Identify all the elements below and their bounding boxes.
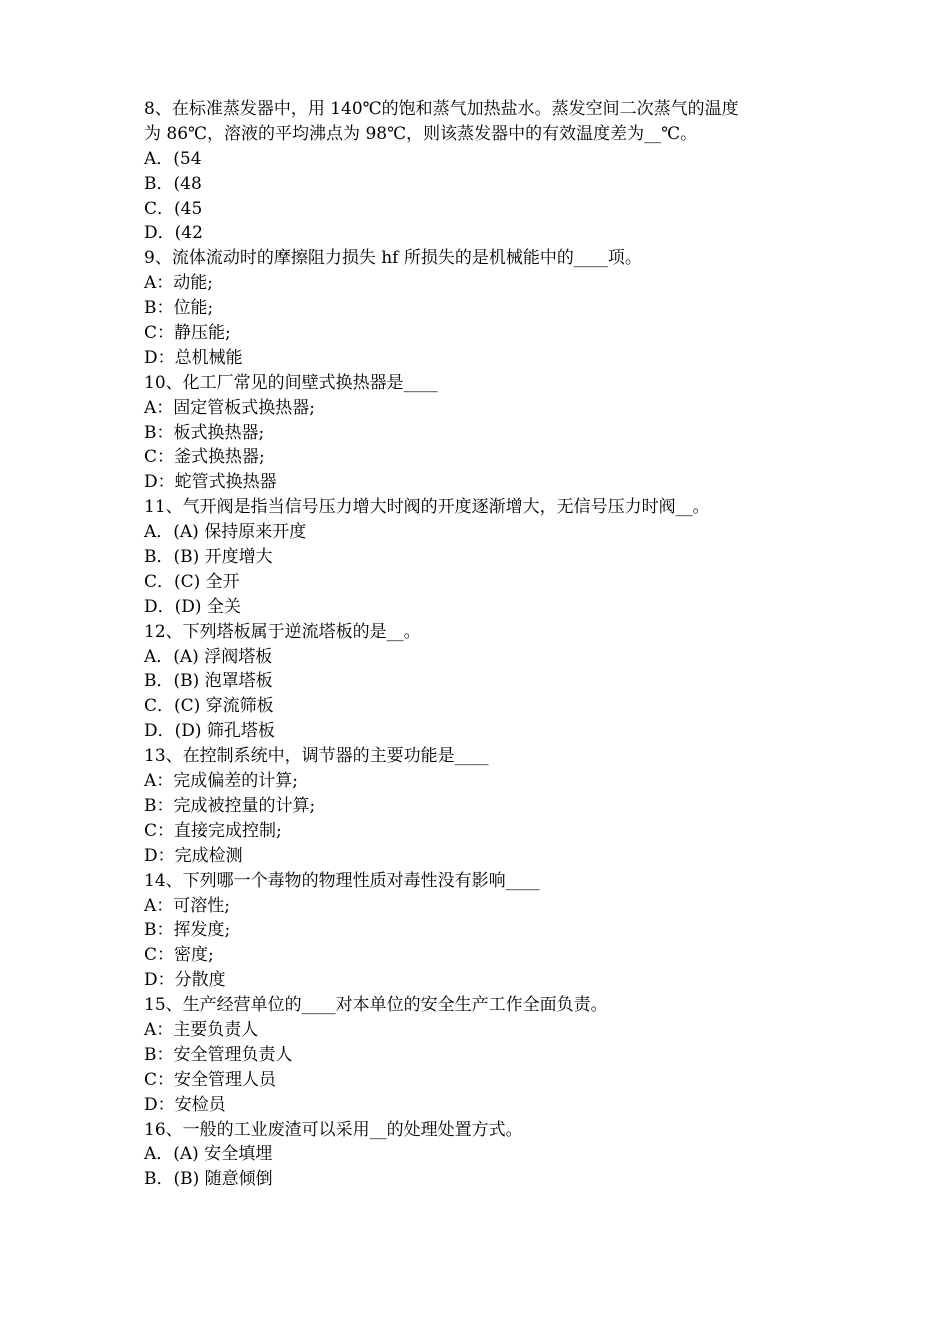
answer-option: A．(54 bbox=[144, 148, 202, 169]
question-stem: 10、化工厂常见的间壁式换热器是____ bbox=[144, 372, 438, 393]
question-stem: 15、生产经营单位的____对本单位的安全生产工作全面负责。 bbox=[144, 995, 608, 1016]
question-block bbox=[144, 744, 814, 868]
answer-option: B．(B) 开度增大 bbox=[144, 547, 273, 568]
answer-option: C：安全管理人员 bbox=[144, 1069, 277, 1090]
question-block bbox=[144, 993, 814, 1117]
question-stem: 12、下列塔板属于逆流塔板的是__。 bbox=[144, 621, 421, 642]
question-block bbox=[144, 1118, 814, 1193]
answer-option: D：安检员 bbox=[144, 1094, 226, 1115]
answer-option: B：位能; bbox=[144, 298, 214, 319]
question-block bbox=[144, 495, 814, 619]
question-block bbox=[144, 620, 814, 744]
answer-option: D．(D) 筛孔塔板 bbox=[144, 721, 275, 742]
answer-option: D．(42 bbox=[144, 223, 203, 244]
answer-option: B．(B) 随意倾倒 bbox=[144, 1169, 273, 1190]
question-stem: 14、下列哪一个毒物的物理性质对毒性没有影响____ bbox=[144, 870, 540, 891]
question-block bbox=[144, 97, 814, 246]
answer-option: C：直接完成控制; bbox=[144, 820, 282, 841]
answer-option: B：板式换热器; bbox=[144, 422, 265, 443]
exam-document bbox=[144, 97, 814, 1192]
question-stem: 9、流体流动时的摩擦阻力损失 hf 所损失的是机械能中的____项。 bbox=[144, 248, 642, 269]
question-stem: 为 86℃，溶液的平均沸点为 98℃，则该蒸发器中的有效温度差为__℃。 bbox=[144, 123, 698, 144]
answer-option: B：挥发度; bbox=[144, 920, 231, 941]
answer-option: C：釜式换热器; bbox=[144, 447, 265, 468]
answer-option: D．(D) 全关 bbox=[144, 596, 241, 617]
question-block bbox=[144, 246, 814, 370]
answer-option: C：静压能; bbox=[144, 323, 231, 344]
answer-option: B．(48 bbox=[144, 173, 202, 194]
answer-option: C．(45 bbox=[144, 198, 203, 219]
answer-option: D：蛇管式换热器 bbox=[144, 472, 277, 493]
answer-option: C．(C) 穿流筛板 bbox=[144, 696, 274, 717]
answer-option: A：主要负责人 bbox=[144, 1019, 259, 1040]
answer-option: A．(A) 浮阀塔板 bbox=[144, 646, 273, 667]
answer-option: D：完成检测 bbox=[144, 845, 243, 866]
answer-option: C．(C) 全开 bbox=[144, 571, 240, 592]
answer-option: A．(A) 保持原来开度 bbox=[144, 522, 307, 543]
question-stem: 13、在控制系统中，调节器的主要功能是____ bbox=[144, 746, 489, 767]
answer-option: A：完成偏差的计算; bbox=[144, 771, 299, 792]
question-block bbox=[144, 371, 814, 495]
answer-option: A：动能; bbox=[144, 273, 214, 294]
answer-option: D：总机械能 bbox=[144, 347, 243, 368]
answer-option: B：完成被控量的计算; bbox=[144, 795, 316, 816]
question-stem: 8、在标准蒸发器中，用 140℃的饱和蒸气加热盐水。蒸发空间二次蒸气的温度 bbox=[144, 99, 739, 119]
question-stem: 11、气开阀是指当信号压力增大时阀的开度逐渐增大，无信号压力时阀__。 bbox=[144, 497, 710, 518]
question-block bbox=[144, 869, 814, 993]
answer-option: C：密度; bbox=[144, 945, 214, 966]
answer-option: B．(B) 泡罩塔板 bbox=[144, 671, 273, 692]
question-stem: 16、一般的工业废渣可以采用__的处理处置方式。 bbox=[144, 1119, 523, 1140]
answer-option: D：分散度 bbox=[144, 970, 226, 991]
answer-option: A：固定管板式换热器; bbox=[144, 397, 316, 418]
answer-option: A．(A) 安全填埋 bbox=[144, 1144, 273, 1165]
answer-option: B：安全管理负责人 bbox=[144, 1044, 293, 1065]
answer-option: A：可溶性; bbox=[144, 895, 231, 916]
